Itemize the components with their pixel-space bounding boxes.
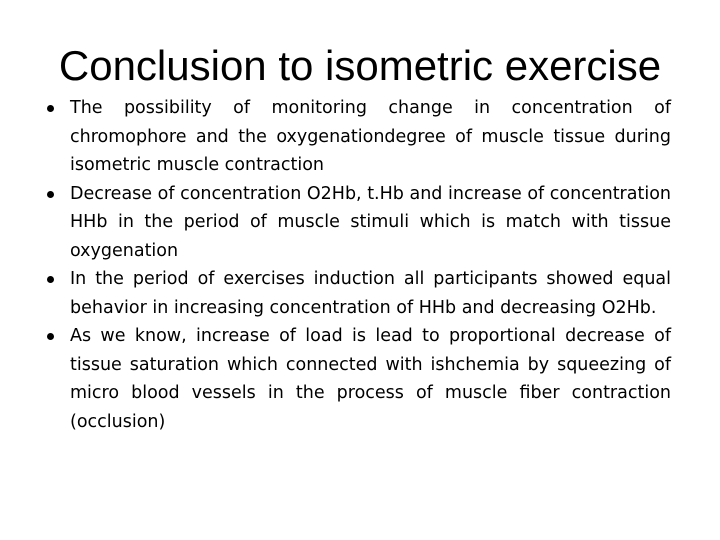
bullet-dot-icon (47, 333, 54, 340)
bullet-item (45, 94, 671, 180)
bullet-text: The possibility of monitoring change in concentration of chromophore and the oxygenationdegree of muscle tissue during isometric muscle contraction (70, 98, 671, 175)
slide-title: Conclusion to isometric exercise (58, 42, 662, 89)
bullet-dot-icon (47, 191, 54, 198)
bullet-list (45, 94, 671, 436)
bullet-text: In the period of exercises induction all participants showed equal behavior in increasing concentration of HHb and decreasing O2Hb. (70, 269, 671, 318)
bullet-item (45, 322, 671, 436)
bullet-item (45, 180, 671, 266)
bullet-text: As we know, increase of load is lead to proportional decrease of tissue saturation which connected with ishchemia by squeezing of micro blood vessels in the process of muscle fiber contraction (occlusion) (70, 326, 671, 432)
bullet-text: Decrease of concentration O2Hb, t.Hb and increase of concentration HHb in the period of muscle stimuli which is match with tissue oxygenation (70, 183, 671, 261)
bullet-item (45, 265, 671, 322)
bullet-dot-icon (47, 105, 54, 112)
bullet-dot-icon (47, 276, 54, 283)
